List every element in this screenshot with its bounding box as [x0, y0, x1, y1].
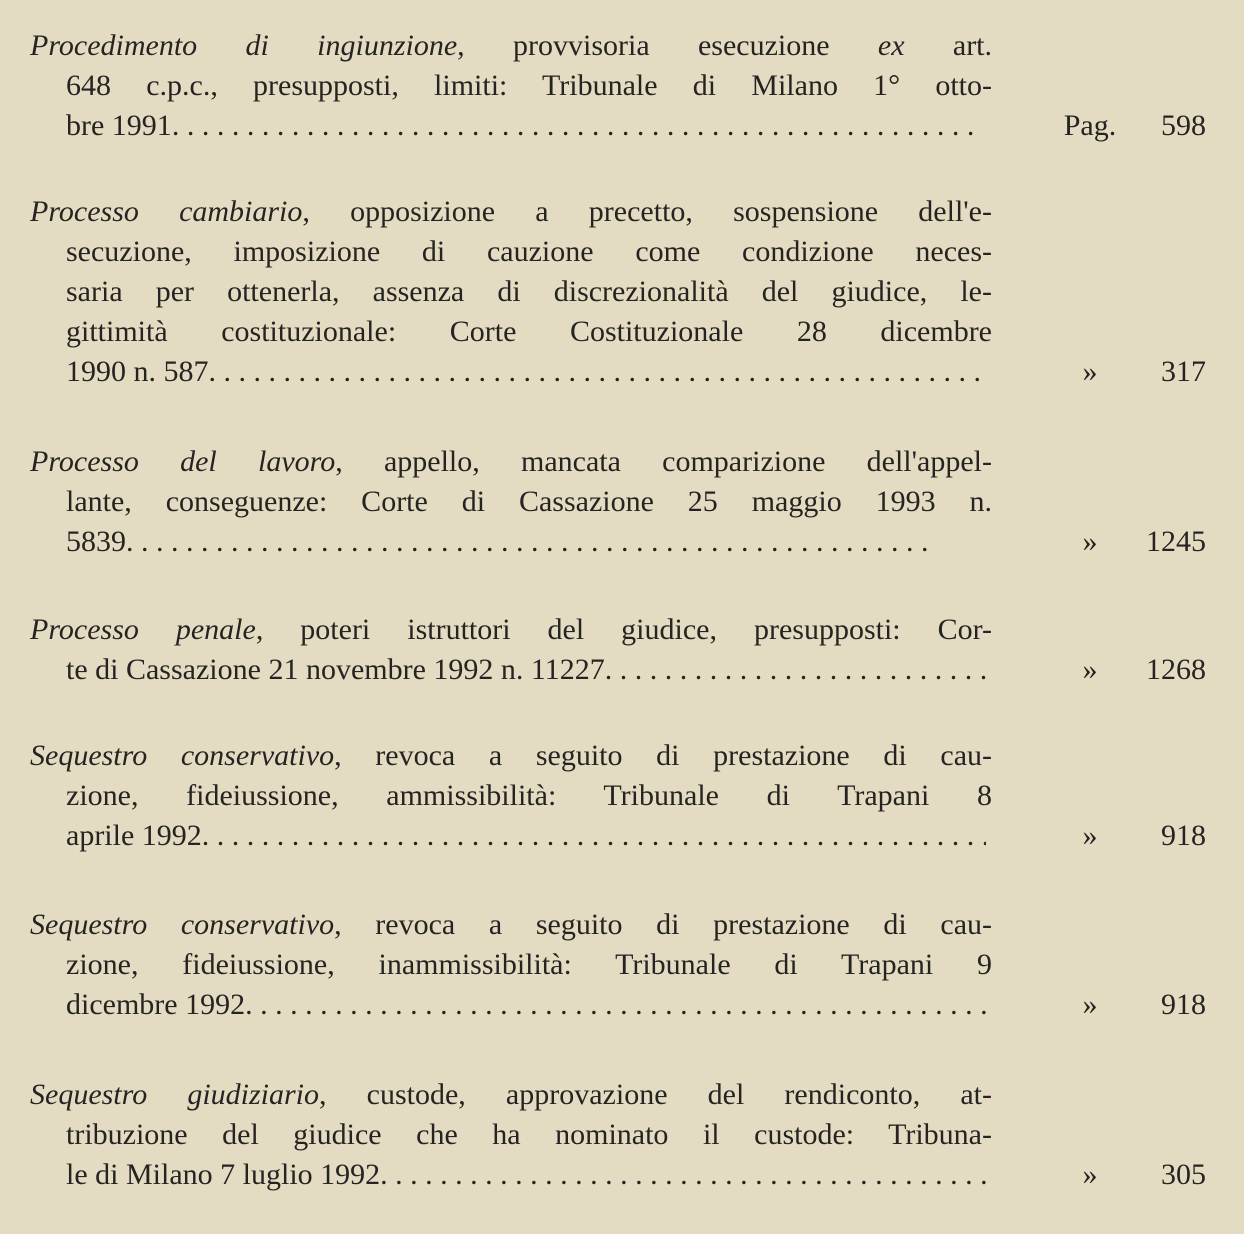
page-marker: »	[1082, 988, 1098, 1021]
entry-last-line	[66, 522, 986, 562]
entry-line: 648 c.p.c., presupposti, limiti: Tribunale di Milano 1° otto-	[66, 69, 992, 102]
page-number: 1268	[1146, 653, 1206, 686]
dot-leader	[245, 985, 986, 1025]
entry-title: Processo del lavoro	[30, 445, 336, 478]
entry-last-line	[66, 816, 986, 856]
dot-leader	[605, 650, 986, 690]
page-number: 918	[1161, 988, 1206, 1021]
page-marker: »	[1082, 653, 1098, 686]
entry-last-line	[66, 650, 986, 690]
entry-first-line	[30, 736, 992, 776]
page-number: 305	[1161, 1158, 1206, 1191]
page-marker: »	[1082, 1158, 1098, 1191]
page-number: 918	[1161, 819, 1206, 852]
entry-text: , opposizione a precetto, sospensione dell'e-	[302, 195, 992, 228]
entry-text: le di Milano 7 luglio 1992	[66, 1158, 381, 1191]
entry-line: gittimità costituzionale: Corte Costituzionale 28 dicembre	[66, 315, 992, 348]
entry-line: saria per ottenerla, assenza di discrezionalità del giudice, le-	[66, 275, 992, 308]
entry-text: art.	[904, 29, 993, 62]
page-marker: »	[1082, 819, 1098, 852]
entry-last-line	[66, 985, 986, 1025]
entry-text: , revoca a seguito di prestazione di cau-	[334, 908, 992, 941]
page-marker: Pag.	[1063, 109, 1117, 142]
entry-text-italic: ex	[877, 29, 905, 62]
page-number: 317	[1161, 355, 1206, 388]
first-line-text	[30, 29, 992, 62]
entry-text: te di Cassazione 21 novembre 1992 n. 11227	[66, 653, 605, 686]
entry-text: 1990 n. 587	[66, 355, 209, 388]
first-line-text	[30, 908, 992, 941]
first-line-text	[30, 613, 992, 646]
entry-first-line	[30, 905, 992, 945]
entry-title: Processo cambiario	[30, 195, 303, 228]
first-line-text	[30, 1078, 992, 1111]
entry-text: aprile 1992	[66, 819, 202, 852]
entry-last-line	[66, 1155, 986, 1195]
entry-text: , custode, approvazione del rendiconto, at-	[319, 1078, 992, 1111]
entry-first-line	[30, 192, 992, 232]
dot-leader	[380, 1155, 986, 1195]
entry-line: zione, fideiussione, ammissibilità: Tribunale di Trapani 8	[66, 779, 992, 812]
entry-title: Sequestro conservativo	[30, 908, 335, 941]
entry-first-line	[30, 1075, 992, 1115]
entry-line: tribuzione del giudice che ha nominato il custode: Tribuna-	[66, 1118, 992, 1151]
entry-text: , revoca a seguito di prestazione di cau-	[334, 739, 992, 772]
entry-title: Processo penale	[30, 613, 256, 646]
entry-first-line	[30, 442, 992, 482]
entry-text: , appello, mancata comparizione dell'appel-	[335, 445, 993, 478]
page-marker: »	[1082, 525, 1098, 558]
entry-title: Sequestro conservativo	[30, 739, 335, 772]
entry-last-line	[66, 106, 986, 146]
dot-leader	[172, 106, 986, 146]
entry-text: 5839	[66, 525, 126, 558]
entry-text: , provvisoria esecuzione	[457, 29, 878, 62]
entry-text: dicembre 1992	[66, 988, 246, 1021]
entry-title: Procedimento di ingiunzione	[30, 29, 458, 62]
entry-first-line	[30, 610, 992, 650]
entry-last-line	[66, 352, 986, 392]
first-line-text	[30, 739, 992, 772]
first-line-text	[30, 195, 992, 228]
entry-line: secuzione, imposizione di cauzione come condizione neces-	[66, 235, 992, 268]
dot-leader	[126, 522, 986, 562]
entry-text: , poteri istruttori del giudice, presupposti: Cor-	[255, 613, 992, 646]
page-marker: »	[1082, 355, 1098, 388]
page-number: 1245	[1146, 525, 1206, 558]
entry-first-line	[30, 26, 992, 66]
entry-text: bre 1991	[66, 109, 172, 142]
entry-title: Sequestro giudiziario	[30, 1078, 320, 1111]
dot-leader	[202, 816, 986, 856]
entry-line: lante, conseguenze: Corte di Cassazione 25 maggio 1993 n.	[66, 485, 992, 518]
dot-leader	[209, 352, 987, 392]
entry-line: zione, fideiussione, inammissibilità: Tribunale di Trapani 9	[66, 948, 992, 981]
first-line-text	[30, 445, 992, 478]
page-number: 598	[1161, 109, 1206, 142]
